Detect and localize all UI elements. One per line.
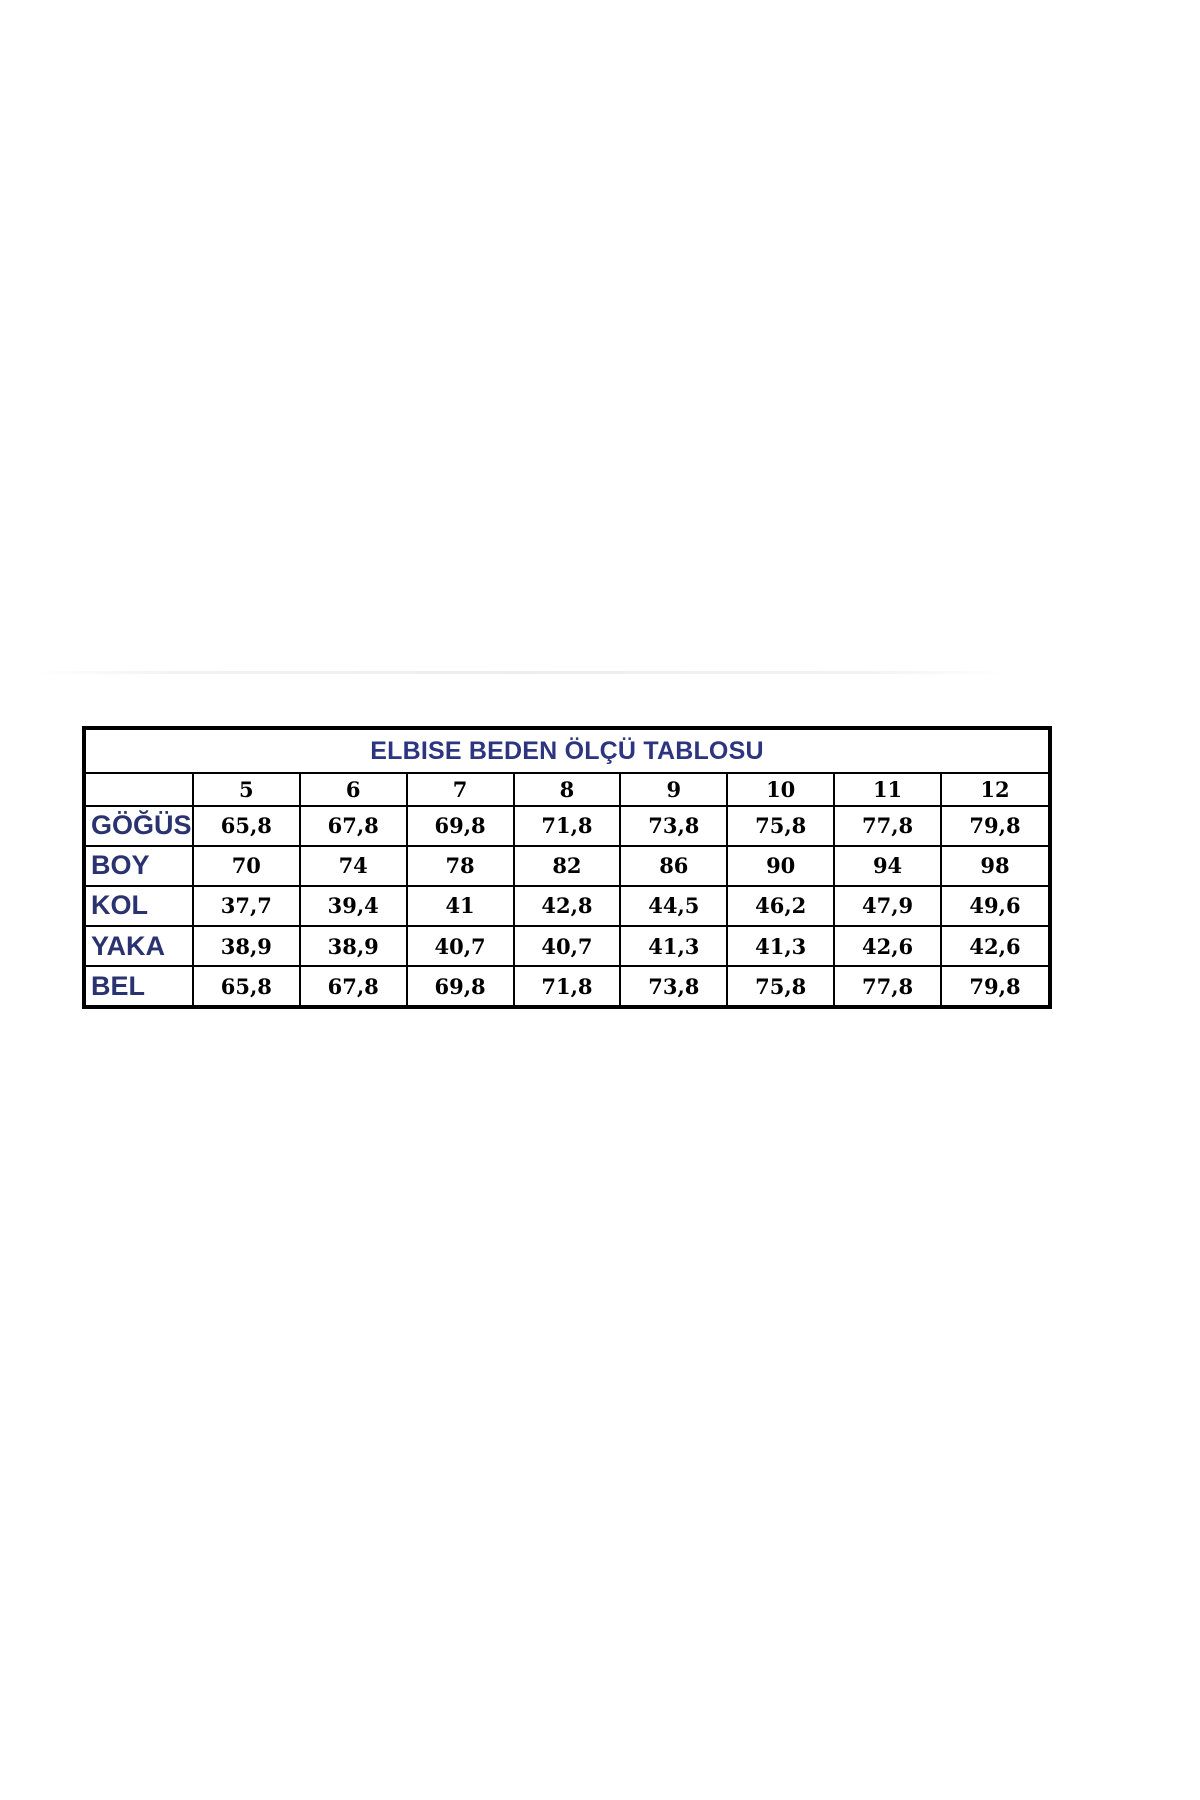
size-header-cell: 7: [407, 773, 514, 806]
faint-divider: [30, 671, 1010, 674]
size-header-cell: 6: [300, 773, 407, 806]
table-cell: 78: [407, 846, 514, 886]
row-label: KOL: [86, 886, 193, 926]
table-cell: 46,2: [727, 886, 834, 926]
table-cell: 40,7: [407, 926, 514, 966]
table-row: [86, 806, 1048, 846]
table-cell: 44,5: [620, 886, 727, 926]
table-cell: 38,9: [193, 926, 300, 966]
table-cell: 73,8: [620, 806, 727, 846]
table-cell: 38,9: [300, 926, 407, 966]
table-cell: 77,8: [834, 806, 941, 846]
table-cell: 79,8: [941, 966, 1048, 1005]
size-header-cell: 11: [834, 773, 941, 806]
table-cell: 67,8: [300, 966, 407, 1005]
size-header-cell: 10: [727, 773, 834, 806]
table-cell: 86: [620, 846, 727, 886]
table-row: [86, 966, 1048, 1005]
table-cell: 40,7: [514, 926, 621, 966]
table-cell: 42,8: [514, 886, 621, 926]
table-cell: 82: [514, 846, 621, 886]
table-cell: 65,8: [193, 966, 300, 1005]
table-cell: 75,8: [727, 966, 834, 1005]
table-cell: 67,8: [300, 806, 407, 846]
size-header-cell: 9: [620, 773, 727, 806]
table-cell: 49,6: [941, 886, 1048, 926]
table-cell: 69,8: [407, 806, 514, 846]
title-row: [86, 730, 1048, 773]
table-cell: 71,8: [514, 806, 621, 846]
table-cell: 69,8: [407, 966, 514, 1005]
size-header-cell: 5: [193, 773, 300, 806]
table-cell: 39,4: [300, 886, 407, 926]
table-cell: 77,8: [834, 966, 941, 1005]
table-cell: 98: [941, 846, 1048, 886]
row-label: BEL: [86, 966, 193, 1005]
table-row: [86, 886, 1048, 926]
table-cell: 90: [727, 846, 834, 886]
table-cell: 73,8: [620, 966, 727, 1005]
size-chart: [82, 726, 1052, 1009]
table-cell: 42,6: [834, 926, 941, 966]
size-header-row: [86, 773, 1048, 806]
table-cell: 94: [834, 846, 941, 886]
table-row: [86, 846, 1048, 886]
table-cell: 75,8: [727, 806, 834, 846]
table-cell: 37,7: [193, 886, 300, 926]
table-cell: 41,3: [620, 926, 727, 966]
table-cell: 79,8: [941, 806, 1048, 846]
row-label: BOY: [86, 846, 193, 886]
table-cell: 47,9: [834, 886, 941, 926]
row-label: YAKA: [86, 926, 193, 966]
size-header-cell: 12: [941, 773, 1048, 806]
table-cell: 42,6: [941, 926, 1048, 966]
table-cell: 41,3: [727, 926, 834, 966]
table-cell: 71,8: [514, 966, 621, 1005]
row-label: GÖĞÜS: [86, 806, 193, 846]
table-cell: 65,8: [193, 806, 300, 846]
size-table: [86, 730, 1048, 1005]
table-cell: 41: [407, 886, 514, 926]
size-header-cell: 8: [514, 773, 621, 806]
table-row: [86, 926, 1048, 966]
corner-cell: [86, 773, 193, 806]
table-cell: 70: [193, 846, 300, 886]
table-title: ELBISE BEDEN ÖLÇÜ TABLOSU: [86, 730, 1048, 773]
table-cell: 74: [300, 846, 407, 886]
